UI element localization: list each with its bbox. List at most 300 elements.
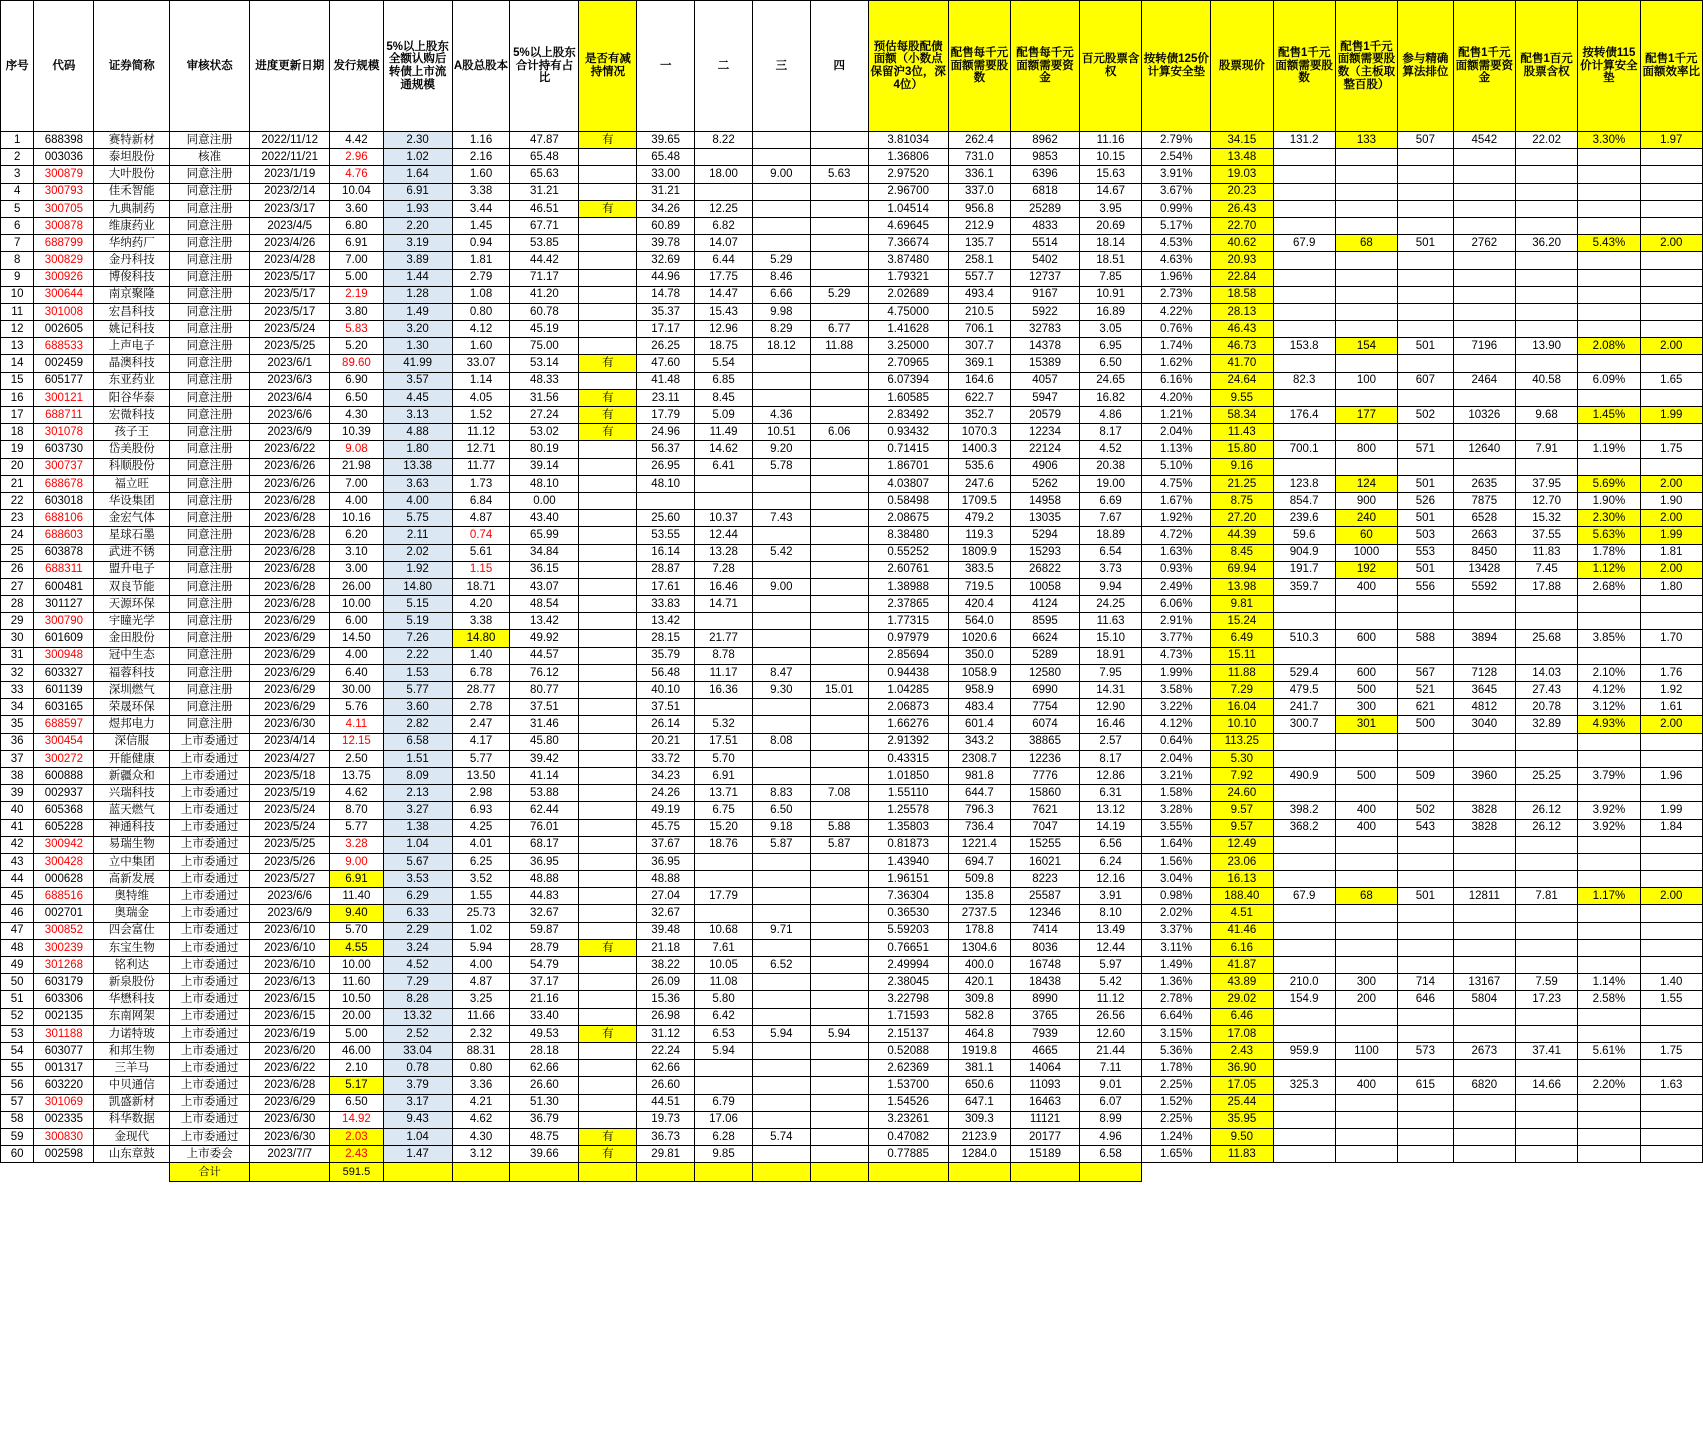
cell-fund2 xyxy=(1453,424,1515,441)
cell-price: 40.62 xyxy=(1211,235,1273,252)
table-row[interactable] xyxy=(1,957,1703,974)
cell-cap: 4.01 xyxy=(452,836,510,853)
cell-q4: 5.94 xyxy=(810,1025,868,1042)
cell-ratio xyxy=(1640,424,1702,441)
cell-status: 核准 xyxy=(170,149,250,166)
cell-per: 0.43315 xyxy=(868,750,948,767)
cell-weight: 11.12 xyxy=(1079,991,1141,1008)
cell-scale: 13.75 xyxy=(330,767,383,784)
cell-q2 xyxy=(695,183,753,200)
cell-fund2: 5592 xyxy=(1453,578,1515,595)
cell-q1: 56.37 xyxy=(637,441,695,458)
table-row[interactable] xyxy=(1,1094,1703,1111)
cell-q2: 17.79 xyxy=(695,888,753,905)
cell-code: 603018 xyxy=(34,492,94,509)
cell-hold: 48.75 xyxy=(510,1128,579,1145)
cell-q4: 5.87 xyxy=(810,836,868,853)
cell-shares: 1070.3 xyxy=(948,424,1010,441)
table-row[interactable] xyxy=(1,1146,1703,1163)
cell-price: 11.88 xyxy=(1211,664,1273,681)
table-row[interactable] xyxy=(1,1111,1703,1128)
cell-price: 41.46 xyxy=(1211,922,1273,939)
cell-hold: 60.78 xyxy=(510,303,579,320)
cell-weight2 xyxy=(1515,939,1577,956)
cell-reduce xyxy=(579,596,637,613)
cell-sh1 xyxy=(1273,647,1335,664)
table-row[interactable] xyxy=(1,475,1703,492)
cell-reduce xyxy=(579,1060,637,1077)
cell-weight2 xyxy=(1515,1146,1577,1163)
cell-q1: 13.42 xyxy=(637,613,695,630)
cell-fund2 xyxy=(1453,321,1515,338)
table-row[interactable] xyxy=(1,871,1703,888)
cell-cap: 2.47 xyxy=(452,716,510,733)
table-row[interactable] xyxy=(1,510,1703,527)
table-row[interactable] xyxy=(1,853,1703,870)
table-row[interactable] xyxy=(1,252,1703,269)
cell-cushion: 5.36% xyxy=(1142,1042,1211,1059)
cell-name: 博俊科技 xyxy=(94,269,170,286)
cell-name: 科顺股份 xyxy=(94,458,170,475)
cell-fund2 xyxy=(1453,922,1515,939)
cell-cushion: 1.62% xyxy=(1142,355,1211,372)
cell-hold: 13.42 xyxy=(510,613,579,630)
cell-sh1: 368.2 xyxy=(1273,819,1335,836)
cell-status: 同意注册 xyxy=(170,338,250,355)
cell-rank: 543 xyxy=(1398,819,1454,836)
cell-ratio: 1.70 xyxy=(1640,630,1702,647)
cell-cushion: 4.75% xyxy=(1142,475,1211,492)
table-row[interactable] xyxy=(1,1008,1703,1025)
table-row[interactable] xyxy=(1,286,1703,303)
cell-date: 2022/11/21 xyxy=(250,149,330,166)
cell-rank: 509 xyxy=(1398,767,1454,784)
cell-q2: 7.61 xyxy=(695,939,753,956)
cell-cushion2 xyxy=(1578,217,1640,234)
cell-rank: 502 xyxy=(1398,802,1454,819)
cell-date: 2023/6/28 xyxy=(250,1077,330,1094)
cell-per: 3.22798 xyxy=(868,991,948,1008)
cell-shares: 1809.9 xyxy=(948,544,1010,561)
column-header-13: 四 xyxy=(810,1,868,132)
table-row[interactable] xyxy=(1,458,1703,475)
cell-q3 xyxy=(752,630,810,647)
cell-weight2 xyxy=(1515,853,1577,870)
cell-n: 59 xyxy=(1,1128,34,1145)
table-row[interactable] xyxy=(1,492,1703,509)
cell-q1: 33.72 xyxy=(637,750,695,767)
cell-q2: 8.78 xyxy=(695,647,753,664)
cell-q1: 34.26 xyxy=(637,200,695,217)
cell-weight: 6.54 xyxy=(1079,544,1141,561)
cell-fund: 4124 xyxy=(1011,596,1080,613)
cell-cushion2 xyxy=(1578,458,1640,475)
cell-weight: 19.00 xyxy=(1079,475,1141,492)
cell-fund2 xyxy=(1453,647,1515,664)
table-row[interactable] xyxy=(1,389,1703,406)
cell-hold: 67.71 xyxy=(510,217,579,234)
cell-name: 华设集团 xyxy=(94,492,170,509)
cell-code: 605177 xyxy=(34,372,94,389)
cell-n: 38 xyxy=(1,767,34,784)
table-row[interactable] xyxy=(1,905,1703,922)
cell-rank: 571 xyxy=(1398,441,1454,458)
cell-reduce xyxy=(579,991,637,1008)
cell-n: 3 xyxy=(1,166,34,183)
cell-cushion2: 3.92% xyxy=(1578,802,1640,819)
cell-cushion: 1.65% xyxy=(1142,1146,1211,1163)
cell-price: 6.49 xyxy=(1211,630,1273,647)
cell-cushion: 1.24% xyxy=(1142,1128,1211,1145)
cell-ratio xyxy=(1640,286,1702,303)
cell-sh2: 400 xyxy=(1335,819,1397,836)
table-row[interactable] xyxy=(1,561,1703,578)
cell-q2: 5.70 xyxy=(695,750,753,767)
cell-shares: 958.9 xyxy=(948,682,1010,699)
cell-weight2 xyxy=(1515,286,1577,303)
cell-code: 600888 xyxy=(34,767,94,784)
cell-n: 44 xyxy=(1,871,34,888)
table-row[interactable] xyxy=(1,819,1703,836)
cell-weight2: 27.43 xyxy=(1515,682,1577,699)
cell-cushion: 1.92% xyxy=(1142,510,1211,527)
cell-q2 xyxy=(695,149,753,166)
table-row[interactable] xyxy=(1,1060,1703,1077)
table-row[interactable] xyxy=(1,217,1703,234)
cell-weight: 11.16 xyxy=(1079,132,1141,149)
table-row[interactable] xyxy=(1,991,1703,1008)
cell-code: 603220 xyxy=(34,1077,94,1094)
cell-date: 2023/5/24 xyxy=(250,819,330,836)
cell-sh2: 500 xyxy=(1335,682,1397,699)
cell-cap: 3.36 xyxy=(452,1077,510,1094)
cell-price: 6.46 xyxy=(1211,1008,1273,1025)
table-row[interactable] xyxy=(1,888,1703,905)
cell-per: 3.81034 xyxy=(868,132,948,149)
cell-fund: 15189 xyxy=(1011,1146,1080,1163)
cell-cap: 5.94 xyxy=(452,939,510,956)
table-row[interactable] xyxy=(1,664,1703,681)
cell-n: 29 xyxy=(1,613,34,630)
cell-fund2: 4812 xyxy=(1453,699,1515,716)
cell-price: 188.40 xyxy=(1211,888,1273,905)
total-blank7 xyxy=(695,1163,753,1182)
cell-sh1 xyxy=(1273,269,1335,286)
cell-cap: 3.38 xyxy=(452,613,510,630)
cell-fund: 14064 xyxy=(1011,1060,1080,1077)
cell-circ: 1.38 xyxy=(383,819,452,836)
cell-fund: 14958 xyxy=(1011,492,1080,509)
cell-fund: 6074 xyxy=(1011,716,1080,733)
table-row[interactable] xyxy=(1,802,1703,819)
cell-cap: 2.32 xyxy=(452,1025,510,1042)
table-row[interactable] xyxy=(1,407,1703,424)
table-row[interactable] xyxy=(1,578,1703,595)
table-row[interactable] xyxy=(1,303,1703,320)
cell-q3 xyxy=(752,372,810,389)
cell-status: 同意注册 xyxy=(170,269,250,286)
cell-weight2: 40.58 xyxy=(1515,372,1577,389)
cell-ratio xyxy=(1640,939,1702,956)
cell-ratio: 1.81 xyxy=(1640,544,1702,561)
cell-fund: 5947 xyxy=(1011,389,1080,406)
table-row[interactable] xyxy=(1,647,1703,664)
cell-fund: 7776 xyxy=(1011,767,1080,784)
table-row[interactable] xyxy=(1,269,1703,286)
cell-status: 同意注册 xyxy=(170,527,250,544)
cell-date: 2023/1/19 xyxy=(250,166,330,183)
cell-code: 300793 xyxy=(34,183,94,200)
table-row[interactable] xyxy=(1,1042,1703,1059)
cell-cushion: 4.72% xyxy=(1142,527,1211,544)
cell-q3 xyxy=(752,974,810,991)
cell-cap: 4.25 xyxy=(452,819,510,836)
table-row[interactable] xyxy=(1,922,1703,939)
cell-circ: 6.29 xyxy=(383,888,452,905)
cell-weight2: 7.59 xyxy=(1515,974,1577,991)
cell-price: 13.98 xyxy=(1211,578,1273,595)
table-row[interactable] xyxy=(1,544,1703,561)
cell-n: 26 xyxy=(1,561,34,578)
cell-cushion2 xyxy=(1578,785,1640,802)
cell-weight2 xyxy=(1515,1128,1577,1145)
table-row[interactable] xyxy=(1,166,1703,183)
cell-cap: 0.74 xyxy=(452,527,510,544)
cell-code: 002701 xyxy=(34,905,94,922)
cell-status: 上市委通过 xyxy=(170,733,250,750)
cell-q1: 26.14 xyxy=(637,716,695,733)
cell-q2: 16.36 xyxy=(695,682,753,699)
table-row[interactable] xyxy=(1,355,1703,372)
cell-q4: 5.88 xyxy=(810,819,868,836)
cell-code: 300272 xyxy=(34,750,94,767)
cell-q3 xyxy=(752,716,810,733)
cell-fund: 16748 xyxy=(1011,957,1080,974)
table-row[interactable] xyxy=(1,338,1703,355)
table-row[interactable] xyxy=(1,767,1703,784)
cell-fund: 15860 xyxy=(1011,785,1080,802)
table-row[interactable] xyxy=(1,527,1703,544)
column-header-12: 三 xyxy=(752,1,810,132)
table-row[interactable] xyxy=(1,424,1703,441)
cell-q4 xyxy=(810,974,868,991)
cell-date: 2023/6/15 xyxy=(250,1008,330,1025)
table-row[interactable] xyxy=(1,441,1703,458)
cell-per: 1.25578 xyxy=(868,802,948,819)
cell-sh2 xyxy=(1335,149,1397,166)
cell-q2: 18.00 xyxy=(695,166,753,183)
table-row[interactable] xyxy=(1,716,1703,733)
column-header-7: A股总股本 xyxy=(452,1,510,132)
table-row[interactable] xyxy=(1,699,1703,716)
total-blank1 xyxy=(250,1163,330,1182)
table-row[interactable] xyxy=(1,183,1703,200)
cell-scale: 5.20 xyxy=(330,338,383,355)
cell-status: 同意注册 xyxy=(170,699,250,716)
cell-weight: 6.07 xyxy=(1079,1094,1141,1111)
cell-reduce: 有 xyxy=(579,1128,637,1145)
cell-q2: 13.28 xyxy=(695,544,753,561)
cell-q2 xyxy=(695,853,753,870)
table-row[interactable] xyxy=(1,372,1703,389)
table-row[interactable] xyxy=(1,613,1703,630)
cell-weight: 8.99 xyxy=(1079,1111,1141,1128)
cell-n: 56 xyxy=(1,1077,34,1094)
cell-fund2: 13428 xyxy=(1453,561,1515,578)
cell-weight2: 7.81 xyxy=(1515,888,1577,905)
cell-ratio xyxy=(1640,217,1702,234)
cell-per: 1.54526 xyxy=(868,1094,948,1111)
cell-weight: 13.49 xyxy=(1079,922,1141,939)
cell-cushion: 3.15% xyxy=(1142,1025,1211,1042)
cell-sh2: 240 xyxy=(1335,510,1397,527)
cell-sh1 xyxy=(1273,871,1335,888)
table-row[interactable] xyxy=(1,596,1703,613)
cell-cushion2 xyxy=(1578,252,1640,269)
cell-q4 xyxy=(810,183,868,200)
cell-cushion: 3.22% xyxy=(1142,699,1211,716)
cell-per: 0.93432 xyxy=(868,424,948,441)
cell-ratio xyxy=(1640,922,1702,939)
cell-per: 1.55110 xyxy=(868,785,948,802)
cell-q4 xyxy=(810,269,868,286)
cell-q2 xyxy=(695,1077,753,1094)
cell-status: 同意注册 xyxy=(170,286,250,303)
table-row[interactable] xyxy=(1,750,1703,767)
cell-name: 新疆众和 xyxy=(94,767,170,784)
cell-cushion: 0.99% xyxy=(1142,200,1211,217)
cell-scale: 2.50 xyxy=(330,750,383,767)
table-row[interactable] xyxy=(1,1077,1703,1094)
cell-cap: 4.30 xyxy=(452,1128,510,1145)
table-row[interactable] xyxy=(1,630,1703,647)
cell-weight: 18.91 xyxy=(1079,647,1141,664)
cell-status: 上市委通过 xyxy=(170,974,250,991)
cell-per: 1.01850 xyxy=(868,767,948,784)
cell-fund2: 3040 xyxy=(1453,716,1515,733)
cell-fund: 16021 xyxy=(1011,853,1080,870)
cell-scale: 3.80 xyxy=(330,303,383,320)
cell-reduce xyxy=(579,750,637,767)
cell-code: 688597 xyxy=(34,716,94,733)
cell-reduce xyxy=(579,338,637,355)
table-row[interactable] xyxy=(1,321,1703,338)
cell-fund2 xyxy=(1453,355,1515,372)
cell-q1: 48.10 xyxy=(637,475,695,492)
cell-fund2: 2762 xyxy=(1453,235,1515,252)
cell-hold: 31.21 xyxy=(510,183,579,200)
table-row[interactable] xyxy=(1,733,1703,750)
cell-q2: 8.22 xyxy=(695,132,753,149)
cell-shares: 650.6 xyxy=(948,1077,1010,1094)
cell-q1: 60.89 xyxy=(637,217,695,234)
cell-q3: 9.00 xyxy=(752,578,810,595)
cell-shares: 400.0 xyxy=(948,957,1010,974)
cell-ratio xyxy=(1640,1128,1702,1145)
table-row[interactable] xyxy=(1,785,1703,802)
cell-fund: 5922 xyxy=(1011,303,1080,320)
cell-code: 002135 xyxy=(34,1008,94,1025)
cell-date: 2023/6/29 xyxy=(250,682,330,699)
cell-q4: 6.06 xyxy=(810,424,868,441)
table-row[interactable] xyxy=(1,836,1703,853)
cell-per: 3.23261 xyxy=(868,1111,948,1128)
cell-fund: 7414 xyxy=(1011,922,1080,939)
table-row[interactable] xyxy=(1,939,1703,956)
cell-q3 xyxy=(752,1146,810,1163)
cell-ratio xyxy=(1640,458,1702,475)
table-row[interactable] xyxy=(1,1025,1703,1042)
cell-q1: 39.78 xyxy=(637,235,695,252)
cell-date: 2023/6/29 xyxy=(250,699,330,716)
table-row[interactable] xyxy=(1,974,1703,991)
cell-q1: 31.12 xyxy=(637,1025,695,1042)
table-row[interactable] xyxy=(1,132,1703,149)
cell-scale: 6.80 xyxy=(330,217,383,234)
cell-cap: 18.71 xyxy=(452,578,510,595)
cell-shares: 557.7 xyxy=(948,269,1010,286)
cell-per: 1.41628 xyxy=(868,321,948,338)
cell-ratio: 1.75 xyxy=(1640,1042,1702,1059)
cell-q2: 15.20 xyxy=(695,819,753,836)
cell-hold: 65.48 xyxy=(510,149,579,166)
cell-cushion2: 1.19% xyxy=(1578,441,1640,458)
cell-sh2: 400 xyxy=(1335,802,1397,819)
cell-rank xyxy=(1398,1025,1454,1042)
cell-weight2: 25.25 xyxy=(1515,767,1577,784)
cell-price: 35.95 xyxy=(1211,1111,1273,1128)
cell-fund2 xyxy=(1453,1008,1515,1025)
cell-fund2: 3645 xyxy=(1453,682,1515,699)
cell-q4 xyxy=(810,1042,868,1059)
cell-scale: 14.50 xyxy=(330,630,383,647)
cell-price: 9.81 xyxy=(1211,596,1273,613)
cell-per: 1.79321 xyxy=(868,269,948,286)
cell-n: 16 xyxy=(1,389,34,406)
table-row[interactable] xyxy=(1,682,1703,699)
cell-sh2 xyxy=(1335,1060,1397,1077)
cell-q2: 5.54 xyxy=(695,355,753,372)
cell-hold: 0.00 xyxy=(510,492,579,509)
cell-name: 宇瞳光学 xyxy=(94,613,170,630)
cell-status: 上市委通过 xyxy=(170,750,250,767)
cell-hold: 48.88 xyxy=(510,871,579,888)
table-row[interactable] xyxy=(1,200,1703,217)
cell-q2: 8.45 xyxy=(695,389,753,406)
cell-ratio: 1.99 xyxy=(1640,527,1702,544)
table-row[interactable] xyxy=(1,149,1703,166)
cell-name: 南京聚隆 xyxy=(94,286,170,303)
cell-fund2 xyxy=(1453,939,1515,956)
cell-q2 xyxy=(695,475,753,492)
cell-circ: 0.78 xyxy=(383,1060,452,1077)
cell-cap: 2.98 xyxy=(452,785,510,802)
cell-rank: 503 xyxy=(1398,527,1454,544)
cell-rank xyxy=(1398,149,1454,166)
cell-scale: 10.50 xyxy=(330,991,383,1008)
cell-name: 神通科技 xyxy=(94,819,170,836)
cell-shares: 483.4 xyxy=(948,699,1010,716)
cell-fund: 8595 xyxy=(1011,613,1080,630)
cell-name: 盟升电子 xyxy=(94,561,170,578)
table-row[interactable] xyxy=(1,235,1703,252)
cell-shares: 212.9 xyxy=(948,217,1010,234)
cell-status: 上市委通过 xyxy=(170,939,250,956)
table-row[interactable] xyxy=(1,1128,1703,1145)
cell-reduce xyxy=(579,303,637,320)
cell-name: 和邦生物 xyxy=(94,1042,170,1059)
cell-q1: 33.83 xyxy=(637,596,695,613)
